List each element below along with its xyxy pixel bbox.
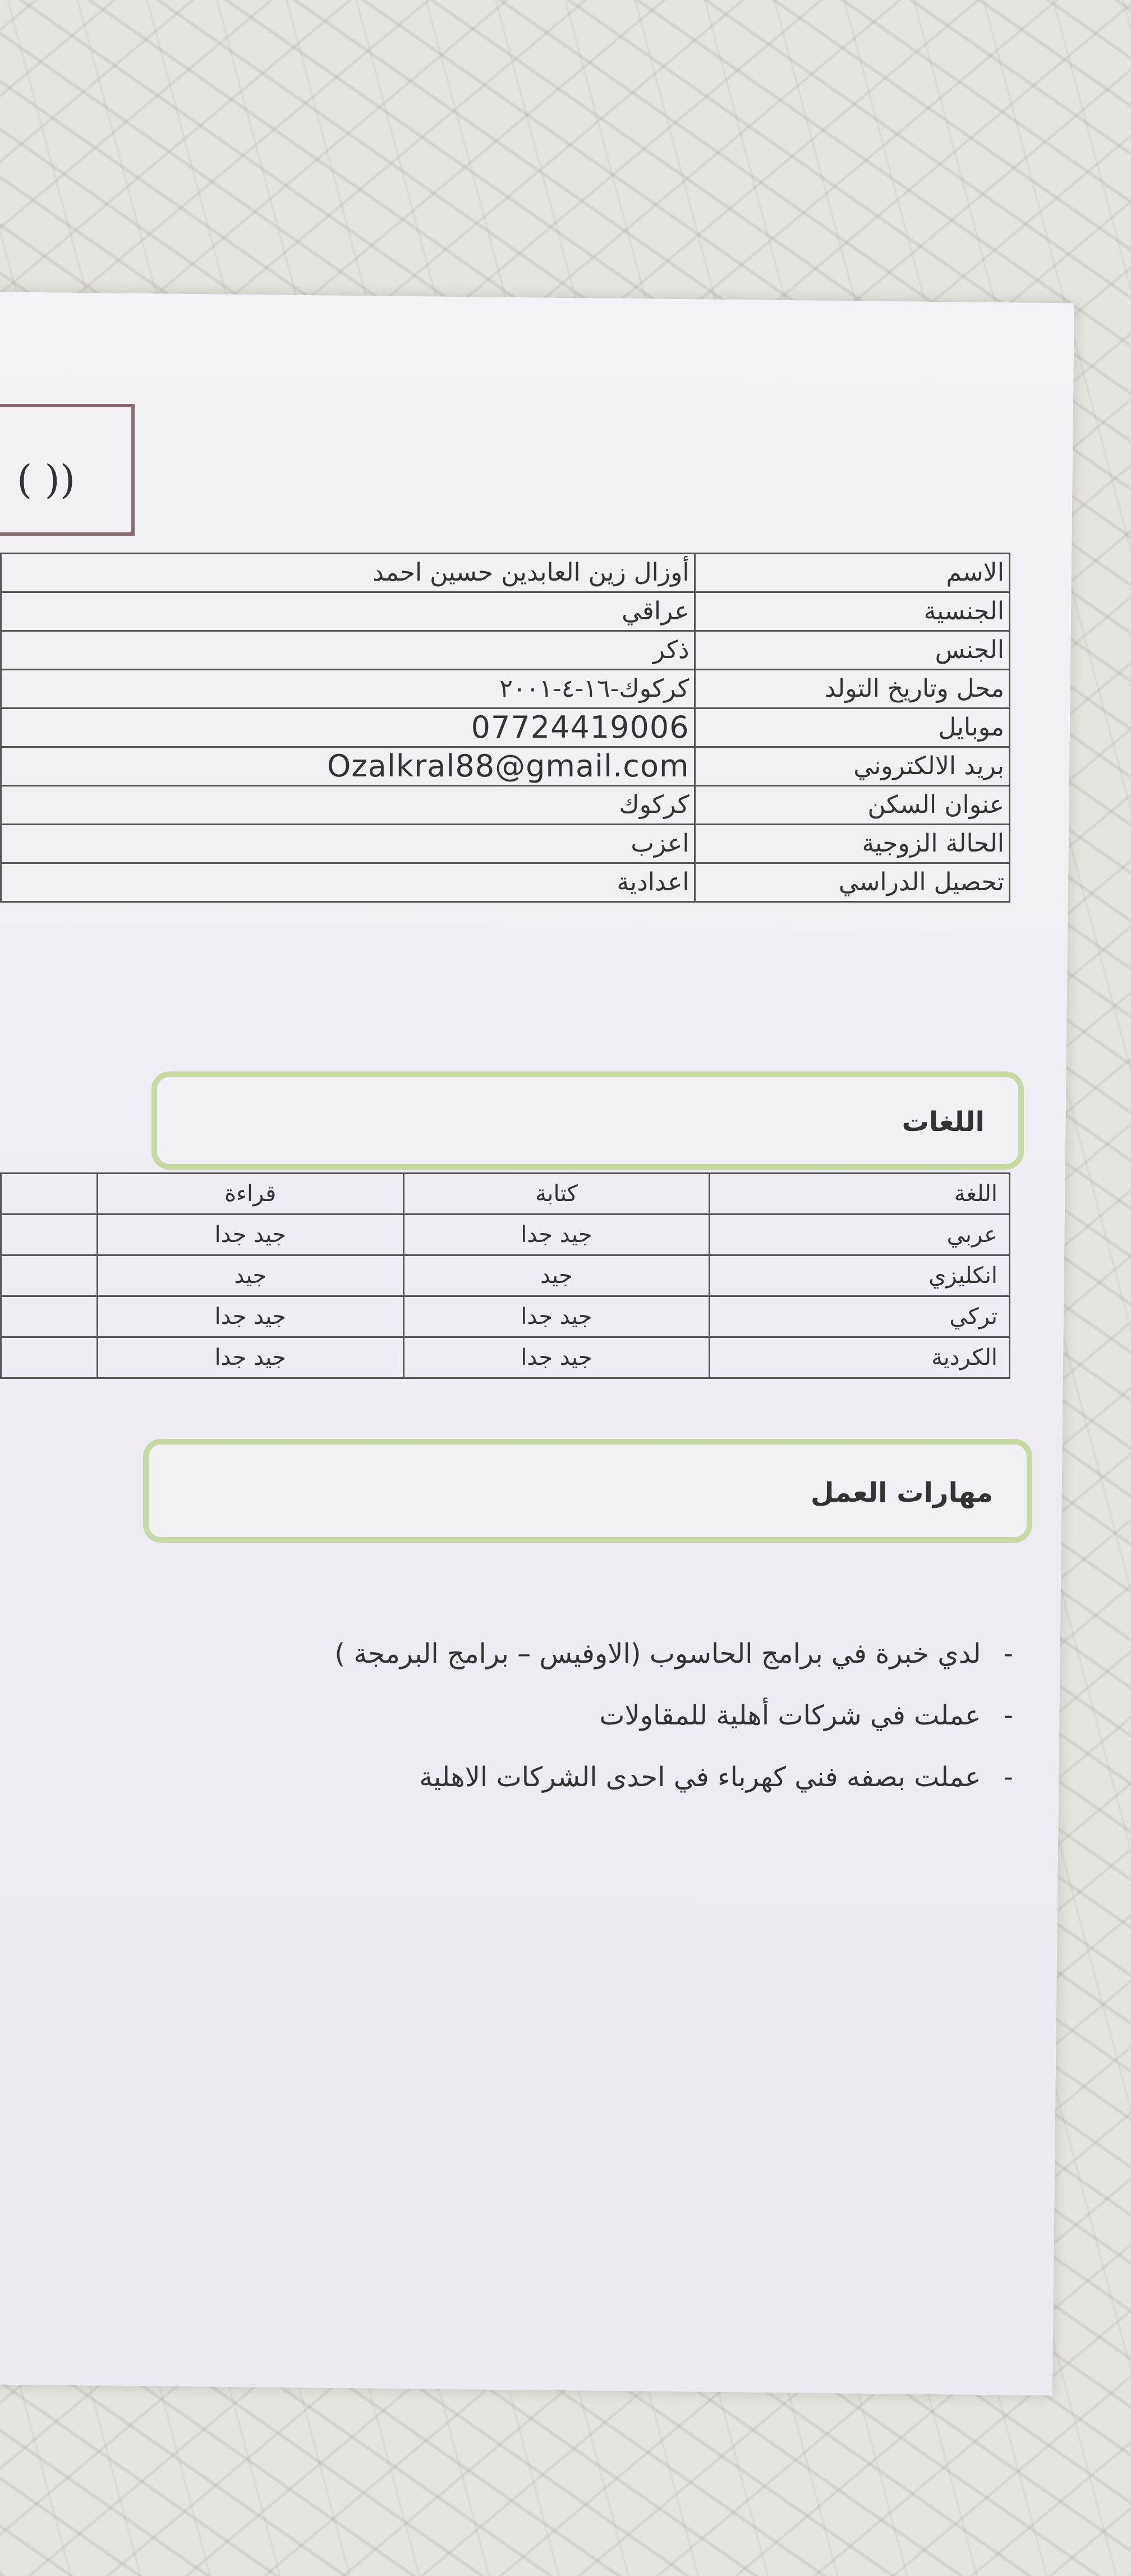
- info-label: الحالة الزوجية: [695, 825, 1009, 863]
- info-label: الجنسية: [695, 592, 1009, 631]
- reading-level: جيد جدا: [97, 1337, 403, 1378]
- info-value: اعزب: [1, 825, 695, 863]
- info-value: 07724419006: [1, 709, 695, 747]
- personal-info-table: [0, 553, 1010, 903]
- writing-level: جيد جدا: [403, 1215, 709, 1255]
- table-row: [1, 1255, 1010, 1296]
- info-value: ذكر: [1, 631, 695, 670]
- bullet-dash: -: [1003, 1638, 1013, 1669]
- info-label: محل وتاريخ التولد: [695, 670, 1009, 709]
- info-value: أوزال زين العابدين حسين احمد: [1, 554, 695, 592]
- table-row: [1, 1215, 1010, 1255]
- table-cell-empty: [1, 1255, 98, 1296]
- table-cell-empty: [1, 1296, 98, 1337]
- bullet-dash: -: [1003, 1700, 1013, 1731]
- languages-section-header: [151, 1071, 1024, 1170]
- info-label: موبايل: [695, 709, 1009, 747]
- column-header-reading: قراءة: [97, 1174, 403, 1215]
- work-skills-section-header: [143, 1439, 1032, 1543]
- writing-level: جيد: [403, 1255, 709, 1296]
- languages-table: [0, 1172, 1010, 1379]
- info-value: Ozalkral88@gmail.com: [1, 747, 695, 786]
- languages-title: اللغات: [902, 1106, 985, 1138]
- info-label: بريد الالكتروني: [695, 747, 1009, 786]
- info-label: عنوان السكن: [695, 786, 1009, 825]
- table-row: [1, 554, 1010, 592]
- info-value: كركوك: [1, 786, 695, 825]
- column-header-language: اللغة: [709, 1174, 1009, 1215]
- info-value: كركوك-١٦-٤-٢٠٠١: [1, 670, 695, 709]
- list-item: [334, 1638, 1013, 1669]
- info-label: تحصيل الدراسي: [695, 863, 1009, 902]
- table-row: [1, 592, 1010, 631]
- skill-text: لدي خبرة في برامج الحاسوب (الاوفيس – برامج البرمجة ): [334, 1638, 981, 1669]
- reading-level: جيد: [97, 1255, 403, 1296]
- table-cell-empty: [1, 1174, 98, 1215]
- skill-text: عملت في شركات أهلية للمقاولات: [599, 1700, 981, 1731]
- language-name: الكردية: [709, 1337, 1009, 1378]
- list-item: [334, 1700, 1013, 1731]
- table-row: [1, 670, 1010, 709]
- table-row: [1, 863, 1010, 902]
- skill-text: عملت بصفه فني كهرباء في احدى الشركات الاهلية: [419, 1761, 981, 1793]
- table-row: [1, 1174, 1010, 1215]
- table-row: [1, 786, 1010, 825]
- table-cell-empty: [1, 1215, 98, 1255]
- column-header-writing: كتابة: [403, 1174, 709, 1215]
- info-label: الجنس: [695, 631, 1009, 670]
- info-value: اعدادية: [1, 863, 695, 902]
- info-label: الاسم: [695, 554, 1009, 592]
- language-name: انكليزي: [709, 1255, 1009, 1296]
- language-name: تركي: [709, 1296, 1009, 1337]
- table-row: [1, 825, 1010, 863]
- table-row: [1, 1296, 1010, 1337]
- writing-level: جيد جدا: [403, 1337, 709, 1378]
- reading-level: جيد جدا: [97, 1215, 403, 1255]
- table-row: [1, 747, 1010, 786]
- list-item: [334, 1761, 1013, 1793]
- writing-level: جيد جدا: [403, 1296, 709, 1337]
- table-row: [1, 1337, 1010, 1378]
- table-row: [1, 709, 1010, 747]
- work-skills-list: [334, 1638, 1013, 1823]
- header-fragment: ( )): [17, 457, 76, 503]
- info-value: عراقي: [1, 592, 695, 631]
- language-name: عربي: [709, 1215, 1009, 1255]
- table-cell-empty: [1, 1337, 98, 1378]
- work-skills-title: مهارات العمل: [810, 1477, 993, 1508]
- table-row: [1, 631, 1010, 670]
- reading-level: جيد جدا: [97, 1296, 403, 1337]
- bullet-dash: -: [1003, 1761, 1013, 1793]
- header-box: [0, 404, 135, 536]
